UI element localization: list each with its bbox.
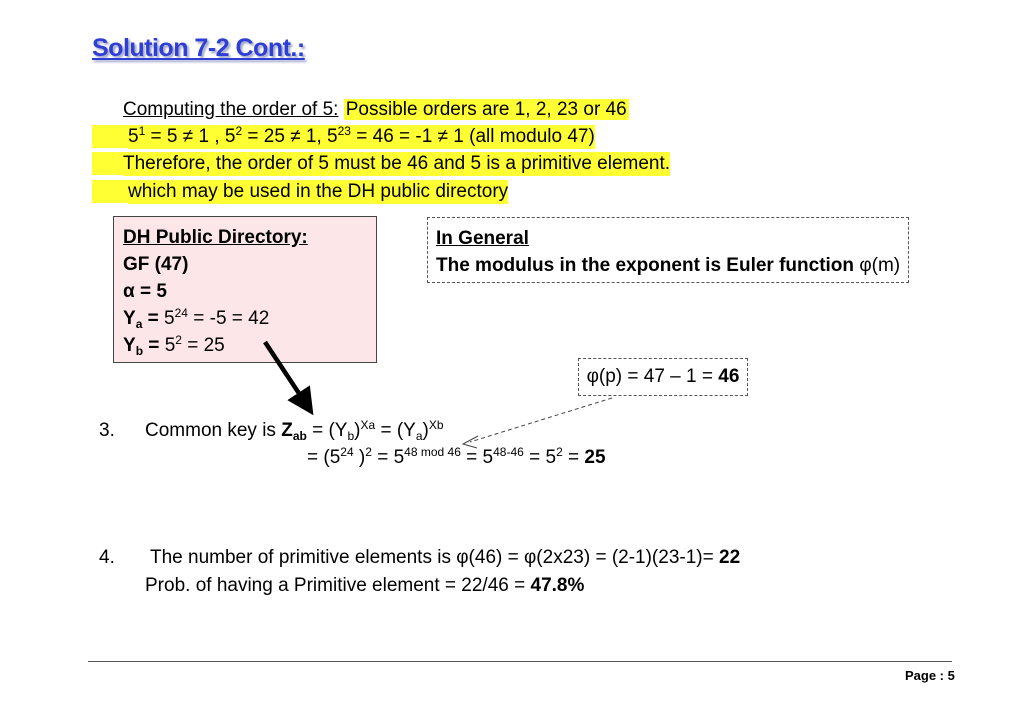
general-text: The modulus in the exponent is Euler function φ(m) [436, 255, 901, 276]
dashed-arrow-from-phi [470, 398, 612, 442]
computing-line-2: $5^1 = 5 \ne 1$ , $5^2 = 25 \ne 1$, $5^{23} = 46 = -1 \ne 1$ (all modulo 47) [128, 124, 595, 147]
item-3-line-2: = ($5^{24}$ )$^2 = 5^{48 mod 46} = 5^{48-46} = 5^2 = 25$ [307, 445, 606, 468]
dh-gf: GF (47) [123, 254, 189, 275]
dh-ya: $Y_a = 5^{24} = -5 = 42$ [123, 306, 270, 331]
dh-alpha: α = 5 [123, 281, 167, 302]
item-3-number: 3. [99, 420, 115, 441]
possible-orders: Possible orders are 1, 2, 23 or 46 [345, 99, 627, 120]
page-title: Solution 7-2 Cont.: [92, 34, 305, 62]
general-heading: In General [436, 228, 529, 249]
item-3-line-1: Common key is $Z_{ab} = (Y_b)^{Xa} = (Y_a)^{Xb}$ [145, 418, 444, 443]
phi-p-box: φ(p) = 47 – 1 = 46 [578, 358, 748, 396]
arrow-to-common-key [265, 342, 306, 404]
item-4-line-2: Prob. of having a Primitive element = 22/46 = 47.8% [145, 575, 585, 596]
therefore-line: Therefore, the order of 5 must be 46 and 5 is a primitive element. [123, 153, 671, 174]
computing-label: Computing the order of 5: [123, 99, 339, 120]
page-number: Page : 5 [905, 668, 955, 683]
dh-heading: DH Public Directory: [123, 227, 308, 248]
dh-yb: $Y_b = 5^2 = 25$ [123, 333, 225, 358]
item-4-number: 4. [99, 547, 115, 568]
item-4-line-1: The number of primitive elements is φ(46) = φ(2x23) = (2-1)(23-1)= 22 [150, 547, 741, 568]
footer-divider [88, 661, 952, 662]
used-line: which may be used in the DH public directory [128, 181, 509, 202]
